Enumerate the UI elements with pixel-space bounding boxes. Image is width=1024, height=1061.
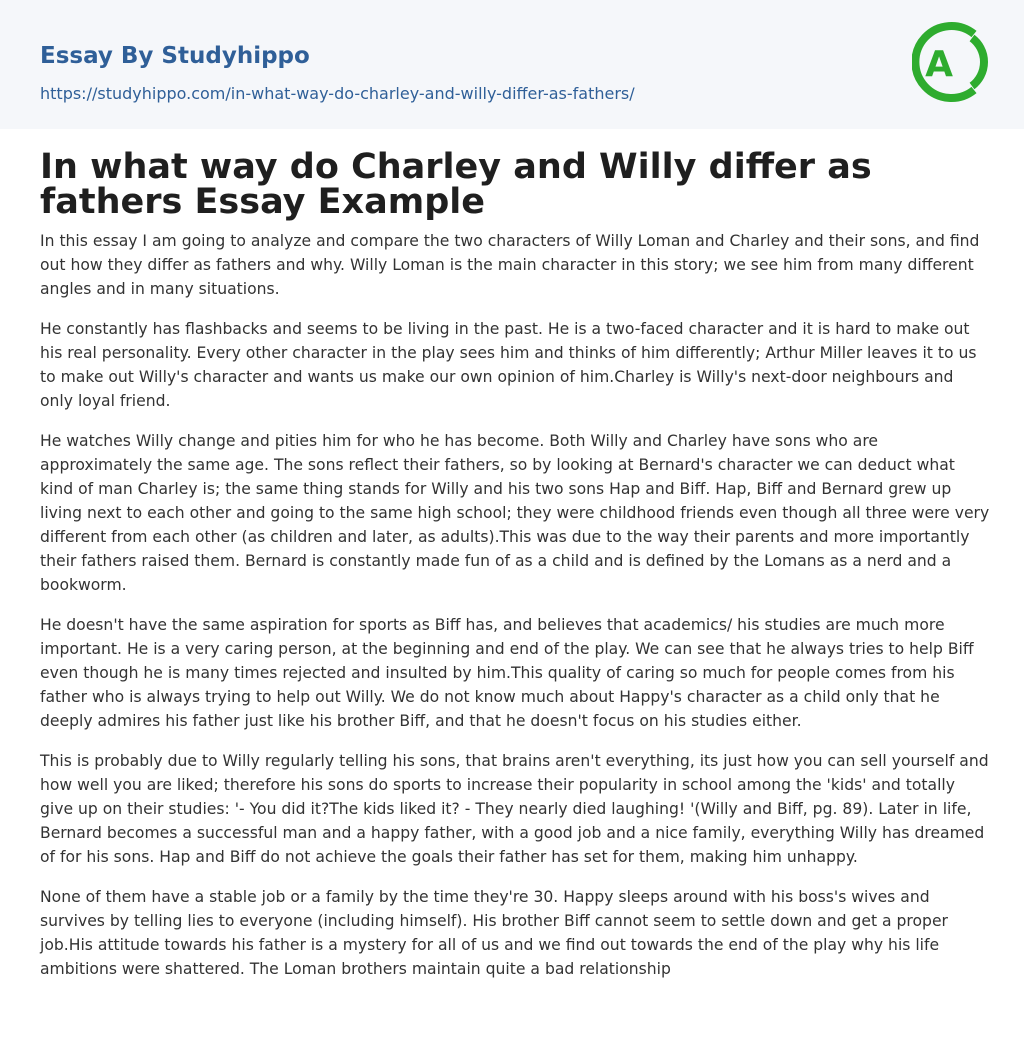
source-url-link[interactable]: https://studyhippo.com/in-what-way-do-charley-and-willy-differ-as-fathers/ xyxy=(40,84,635,103)
paragraph: This is probably due to Willy regularly telling his sons, that brains aren't everything, its just how you can sell yourself and how well you are liked; therefore his sons do sports to increase their popularity in school among the 'kids' and totally give up on their studies: '- You did it?The kids liked it? - They nearly died laughing! '(Willy and Biff, pg. 89). Later in life, Bernard becomes a successful man and a happy father, with a good job and a nice family, everything Willy has dreamed of for his sons. Hap and Biff do not achieve the goals their father has set for them, making him unhappy. xyxy=(40,752,989,866)
page-title: In what way do Charley and Willy differ as fathers Essay Example xyxy=(40,147,872,222)
paragraph: He watches Willy change and pities him for who he has become. Both Willy and Charley have sons who are approximately the same age. The sons reflect their fathers, so by looking at Bernard's character we can deduct what kind of man Charley is; the same thing stands for Willy and his two sons Hap and Biff. Hap, Biff and Bernard grew up living next to each other and going to the same high school; they were childhood friends even though all three were very different from each other (as children and later, as adults).This was due to the way their parents and more importantly their fathers raised them. Bernard is constantly made fun of as a child and is defined by the Lomans as a nerd and a bookworm. xyxy=(40,432,990,594)
paragraph: He constantly has flashbacks and seems to be living in the past. He is a two-faced character and it is hard to make out his real personality. Every other character in the play sees him and thinks of him differently; Arthur Miller leaves it to us to make out Willy's character and wants us make our own opinion of him.Charley is Willy's next-door neighbours and only loyal friend. xyxy=(40,320,977,410)
article-body xyxy=(40,229,990,997)
paragraph: He doesn't have the same aspiration for sports as Biff has, and believes that academics/ his studies are much more important. He is a very caring person, at the beginning and end of the play. We can see that he always tries to help Biff even though he is many times rejected and insulted by him.This quality of caring so much for people comes from his father who is always trying to help out Willy. We do not know much about Happy's character as a child only that he deeply admires his father just like his brother Biff, and that he doesn't focus on his studies either. xyxy=(40,616,974,730)
paragraph: In this essay I am going to analyze and compare the two characters of Willy Loman and Charley and their sons, and find out how they differ as fathers and why. Willy Loman is the main character in this story; we see him from many different angles and in many situations. xyxy=(40,232,980,298)
logo-letter: A xyxy=(925,44,953,85)
paragraph: None of them have a stable job or a family by the time they're 30. Happy sleeps around with his boss's wives and survives by telling lies to everyone (including himself). His brother Biff cannot seem to settle down and get a proper job.His attitude towards his father is a mystery for all of us and we find out towards the end of the play why his life ambitions were shattered. The Loman brothers maintain quite a bad relationship xyxy=(40,888,948,978)
site-brand[interactable]: Essay By Studyhippo xyxy=(40,43,310,69)
